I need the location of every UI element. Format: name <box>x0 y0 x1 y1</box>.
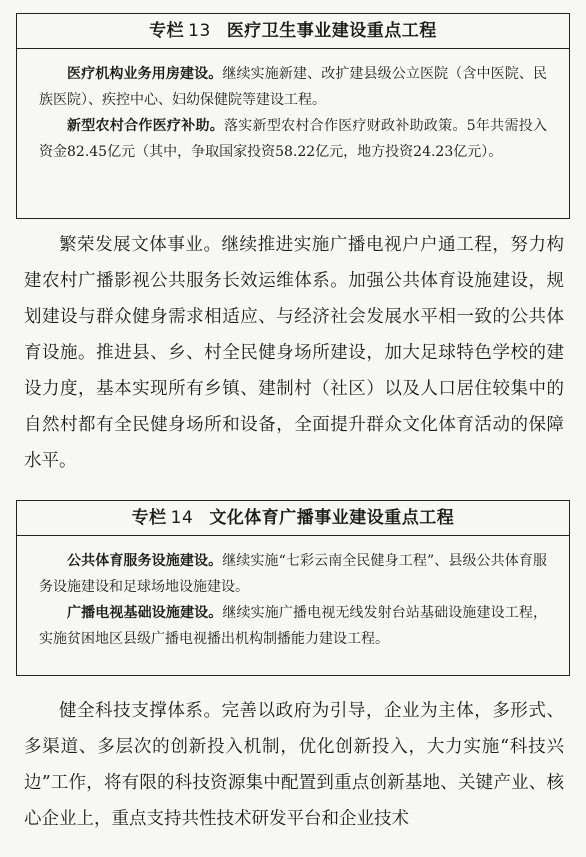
box-13 <box>16 13 570 219</box>
box-13-item <box>39 61 547 113</box>
box-13-item-lead: 新型农村合作医疗补助。 <box>67 118 225 134</box>
box-13-item-text: 继续实施新建、改扩建县级公立医院（含中医院、民族医院）、疾控中心、妇幼保健院等建设工程。 <box>39 66 548 108</box>
box-13-body <box>17 49 569 165</box>
box-14-item-lead: 公共体育服务设施建设。 <box>67 553 223 569</box>
box-14-title: 文化体育广播事业建设重点工程 <box>209 508 455 528</box>
box-14-item <box>39 548 547 600</box>
box-13-item-text: 落实新型农村合作医疗财政补助政策。5年共需投入资金82.45亿元（其中，争取国家投资58.22亿元，地方投资24.23亿元）。 <box>39 118 547 160</box>
box-14-item-lead: 广播电视基础设施建设。 <box>67 605 223 621</box>
box-14-item-text: 继续实施“七彩云南全民健身工程”、县级公共体育服务设施建设和足球场地设施建设。 <box>39 553 547 595</box>
box-13-title: 医疗卫生事业建设重点工程 <box>226 21 437 41</box>
box-14-header <box>17 501 569 536</box>
box-14 <box>16 500 570 676</box>
box-13-header <box>17 14 569 49</box>
box-14-label: 专栏 <box>131 508 167 528</box>
paragraph-science-tech: 健全科技支撑体系。完善以政府为引导，企业为主体，多形式、多渠道、多层次的创新投入机制，优化创新投入，大力实施“科技兴边”工作，将有限的科技资源集中配置到重点创新基地、关键产业、核心企业上，重点支持共性技术研发平台和企业技术 <box>24 701 564 829</box>
box-13-number: 13 <box>188 21 211 41</box>
box-13-item <box>39 113 547 165</box>
box-13-label: 专栏 <box>149 21 185 41</box>
box-14-item <box>39 600 547 652</box>
paragraph-culture-sports: 繁荣发展文体事业。继续推进实施广播电视户户通工程，努力构建农村广播影视公共服务长效运维体系。加强公共体育设施建设，规划建设与群众健身需求相适应、与经济社会发展水平相一致的公共体育设施。推进县、乡、村全民健身场所建设，加大足球特色学校的建设力度，基本实现所有乡镇、建制村（社区）以及人口居住较集中的自然村都有全民健身场所和设备，全面提升群众文化体育活动的保障水平。 <box>24 235 564 471</box>
box-13-item-lead: 医疗机构业务用房建设。 <box>67 66 223 82</box>
box-14-item-text: 继续实施广播电视无线发射台站基础设施建设工程，实施贫困地区县级广播电视播出机构制播能力建设工程。 <box>39 605 548 647</box>
box-14-number: 14 <box>170 508 194 528</box>
box-14-body <box>17 536 569 652</box>
